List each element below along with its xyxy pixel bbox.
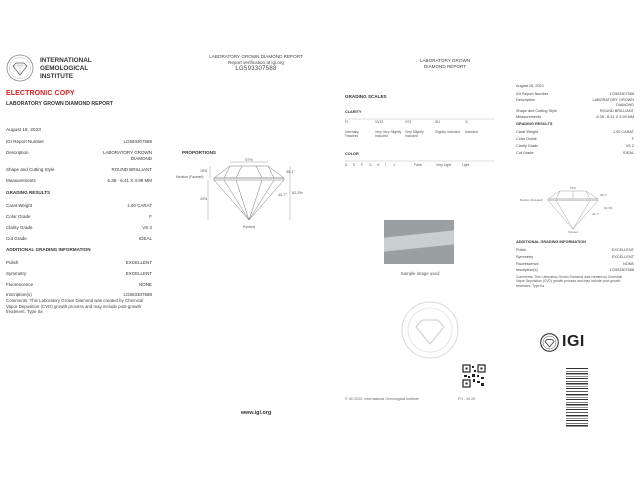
website-label: www.igi.org (240, 410, 272, 416)
color-letter-0: D (345, 163, 348, 167)
right-report-panel: LABORATORY GROWN DIAMOND REPORT GRADING SCALES CLARITY FL VVS1 VS1 SI1 I1 Internally Flawless Very Very Slightly Included Very Slightly Included Slightly Included Included COLOR D E F G H I J Faint Very Light Light Sample image used © IGI 2020, International Gemological Institute FO - 10.20 August 18, 2023 IGI Report Number LG593307588 Description LABORATORY GROWN DIAMOND Shape and Cutting Style ROUND BRILLIANT Measurements 6.38 - 6.41 X 3.99 MM GRADING RESULTS Carat Weight 1.00 CARAT Color Grade F Clarity Grade VS 2 Cut Grade IDEAL 57% 35.1° 62.3% 40.7° Medium (Faceted) Pointed ADDITIONAL GRADING INFORMATION Polish EXCELLENT Symmetry EXCELLENT Fluorescence NONE Inscription(s) LG593307588 Comments: This Laboratory Grown Diamond was created by Chemical Vapor Deposition (CVD) growth process and may include post-growth treatment. Type IIa IGI (340, 0, 640, 480)
center-report-number: LG593307588 (235, 66, 277, 72)
igi-brand-text: IGI (562, 333, 585, 350)
crown-angle-label: 35.1° (286, 170, 295, 174)
girdle-label: Medium (Faceted) (176, 175, 204, 179)
right-title-1: LABORATORY GROWN (419, 58, 471, 63)
org-line-1: INTERNATIONAL (40, 57, 92, 64)
right-title-2: DIAMOND REPORT (423, 64, 467, 69)
clarity-bottom-0: Internally Flawless (345, 130, 359, 138)
igi-logo (6, 54, 166, 88)
center-subtitle: Report verification at igi.org (228, 60, 284, 65)
rc-grading-results: GRADING RESULTS (516, 122, 553, 126)
barcode-icon (566, 368, 588, 428)
photo-girdle-band (384, 230, 454, 251)
color-letter-5: I (385, 163, 386, 167)
color-letter-3: G (369, 163, 372, 167)
center-title: LABORATORY GROWN DIAMOND REPORT (209, 54, 303, 59)
color-letter-2: F (361, 163, 364, 167)
clarity-bottom-4: Included (465, 130, 478, 134)
org-line-3: INSTITUTE (40, 73, 74, 81)
igi-watermark-seal-icon (400, 300, 460, 360)
proportions-label: PROPORTIONS (182, 150, 216, 155)
rc-table-pct: 57% (569, 186, 577, 190)
rc-crown-angle: 35.1° (600, 193, 608, 197)
clarity-bottom-1: Very Very Slightly Included (375, 130, 402, 138)
clarity-top-3: SI1 (435, 120, 441, 124)
color-letter-4: H (377, 163, 380, 167)
proportions-diagram (174, 158, 338, 230)
clarity-top-0: FL (345, 120, 349, 124)
color-letter-1: E (353, 163, 356, 167)
rc-total-depth: 62.3% (604, 206, 613, 210)
table-pct-label: 57% (245, 158, 253, 162)
clarity-top-2: VS1 (405, 120, 412, 124)
clarity-bottom-2: Very Slightly Included (405, 130, 424, 138)
igi-seal-icon (6, 54, 34, 82)
pavilion-angle-label: 40.7° (278, 193, 287, 197)
color-bottom-0: Faint (414, 163, 422, 167)
total-depth-label: 62.3% (292, 191, 303, 195)
igi-brand-logo (540, 333, 600, 353)
qr-code-icon (462, 364, 486, 388)
electronic-copy-label: ELECTRONIC COPY (6, 90, 75, 97)
rc-date: August 18, 2023 (516, 84, 544, 88)
clarity-scale-line (345, 117, 495, 121)
comments-text: Comments: This Laboratory Grown Diamond was created by Chemical Vapor Deposition (CVD) growth process and may include post-growth treatment. Type IIa (6, 298, 144, 315)
left-report-panel: INTERNATIONAL GEMOLOGICAL INSTITUTE ELECTRONIC COPY LABORATORY GROWN DIAMOND REPORT August 18, 2023 IGI Report Number LG593307588 Description LABORATORY GROWN DIAMOND Shape and Cutting Style ROUND BRILLIANT Measurements 6.38 - 6.41 X 3.99 MM GRADING RESULTS Carat Weight 1.00 CARAT Color Grade F Clarity Grade VS 2 Cut Grade IDEAL ADDITIONAL GRADING INFORMATION Polish EXCELLENT Symmetry EXCELLENT Fluorescence NONE Inscription(s) LG593307588 Comments: This Laboratory Grown Diamond was created by Chemical Vapor Deposition (CVD) growth process and may include post-growth treatment. Type IIa (0, 0, 172, 480)
org-name (40, 57, 92, 82)
clarity-bottom-3: Slightly Included (435, 130, 460, 134)
color-letter-6: J (393, 163, 395, 167)
rc-comments: Comments: This Laboratory Grown Diamond was created by Chemical Vapor Deposition (CVD) growth process and may include post-growth treatment. Type IIa (516, 275, 623, 288)
rc-proportions-diagram (520, 185, 632, 233)
report-title: LABORATORY GROWN DIAMOND REPORT (6, 101, 114, 107)
crown-pct-label: 15% (200, 169, 208, 173)
sample-image-caption: Sample image used (400, 271, 440, 276)
center-report-panel (172, 0, 340, 480)
rc-culet: Pointed (568, 230, 578, 233)
rc-girdle: Medium (Faceted) (520, 198, 543, 202)
report-date: August 18, 2023 (6, 128, 41, 133)
org-line-2: GEMOLOGICAL (40, 65, 89, 73)
clarity-top-1: VVS1 (375, 120, 384, 124)
clarity-top-4: I1 (465, 120, 468, 124)
pavilion-pct-label: 43% (200, 197, 208, 201)
color-scale-label: COLOR (345, 152, 359, 156)
color-bottom-1: Very Light (436, 163, 452, 167)
rc-additional: ADDITIONAL GRADING INFORMATION (516, 240, 586, 244)
grading-scales-label: GRADING SCALES (345, 94, 387, 99)
culet-label: Pointed (242, 225, 256, 229)
color-bottom-2: Light (462, 163, 470, 167)
section-grading-results: GRADING RESULTS (6, 190, 51, 195)
clarity-scale-label: CLARITY (345, 110, 362, 114)
form-number: FO - 10.20 (458, 397, 476, 401)
igi-brand-seal-icon (540, 333, 559, 352)
rc-pavilion-angle: 40.7° (592, 212, 600, 216)
copyright-footer: © IGI 2020, International Gemological Institute (345, 397, 419, 401)
section-additional: ADDITIONAL GRADING INFORMATION (6, 247, 91, 252)
sample-diamond-photo (384, 220, 454, 264)
